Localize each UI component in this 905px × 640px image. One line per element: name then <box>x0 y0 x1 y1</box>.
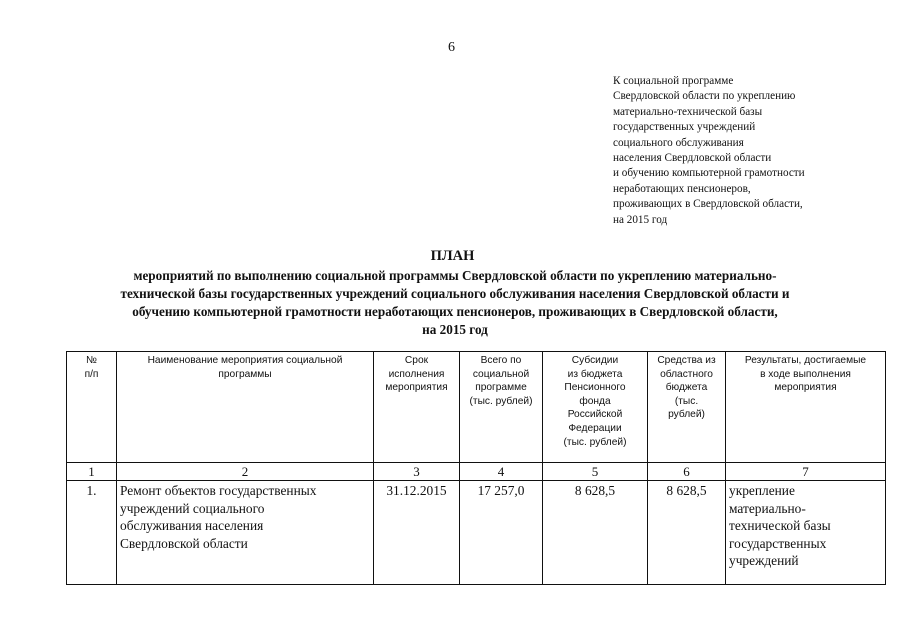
annex-line: населения Свердловской области <box>613 152 772 165</box>
column-number: 2 <box>117 463 374 481</box>
document-subtitle <box>40 267 870 339</box>
annex-line: материально-технической базы <box>613 105 763 118</box>
annex-line: на 2015 год <box>613 213 668 226</box>
annex-line: государственных учреждений <box>613 121 756 134</box>
total-value: 17 257,0 <box>460 481 543 585</box>
annex-line: проживающих в Свердловской области, <box>613 198 803 211</box>
header-total: Всего по социальной программе (тыс. рублей) <box>460 352 543 463</box>
header-pension-fund: Субсидии из бюджета Пенсионного фонда Российской Федерации (тыс. рублей) <box>543 352 648 463</box>
subtitle-line: мероприятий по выполнению социальной программы Свердловской области по укреплению материально- <box>133 268 777 283</box>
row-number: 1. <box>67 481 117 585</box>
plan-table <box>66 351 886 585</box>
column-number-row <box>67 463 886 481</box>
column-number: 6 <box>648 463 726 481</box>
table-row <box>67 481 886 585</box>
header-results: Результаты, достигаемые в ходе выполнения мероприятия <box>726 352 886 463</box>
table-header-row <box>67 352 886 463</box>
annex-note <box>613 74 873 228</box>
column-number: 3 <box>374 463 460 481</box>
result-text: укрепление материально- технической базы государственных учреждений <box>726 481 886 585</box>
header-number: № п/п <box>67 352 117 463</box>
column-number: 1 <box>67 463 117 481</box>
annex-line: Свердловской области по укреплению <box>613 90 796 103</box>
activity-name: Ремонт объектов государственных учреждений социального обслуживания населения Свердловской области <box>117 481 374 585</box>
document-title: ПЛАН <box>430 248 475 264</box>
annex-line: К социальной программе <box>613 75 734 87</box>
annex-line: неработающих пенсионеров, <box>613 182 751 195</box>
annex-line: социального обслуживания <box>613 136 744 149</box>
subtitle-line: технической базы государственных учреждений социального обслуживания населения Свердловской области и <box>120 286 790 301</box>
deadline-value: 31.12.2015 <box>374 481 460 585</box>
column-number: 7 <box>726 463 886 481</box>
page-number: 6 <box>448 40 455 55</box>
subtitle-line: на 2015 год <box>422 322 488 337</box>
pension-fund-value: 8 628,5 <box>543 481 648 585</box>
subtitle-line: обучению компьютерной грамотности неработающих пенсионеров, проживающих в Свердловской области, <box>132 304 778 319</box>
annex-line: и обучению компьютерной грамотности <box>613 167 805 180</box>
header-deadline: Срок исполнения мероприятия <box>374 352 460 463</box>
column-number: 5 <box>543 463 648 481</box>
regional-budget-value: 8 628,5 <box>648 481 726 585</box>
header-activity-name: Наименование мероприятия социальной программы <box>117 352 374 463</box>
column-number: 4 <box>460 463 543 481</box>
header-regional-budget: Средства из областного бюджета (тыс. рублей) <box>648 352 726 463</box>
